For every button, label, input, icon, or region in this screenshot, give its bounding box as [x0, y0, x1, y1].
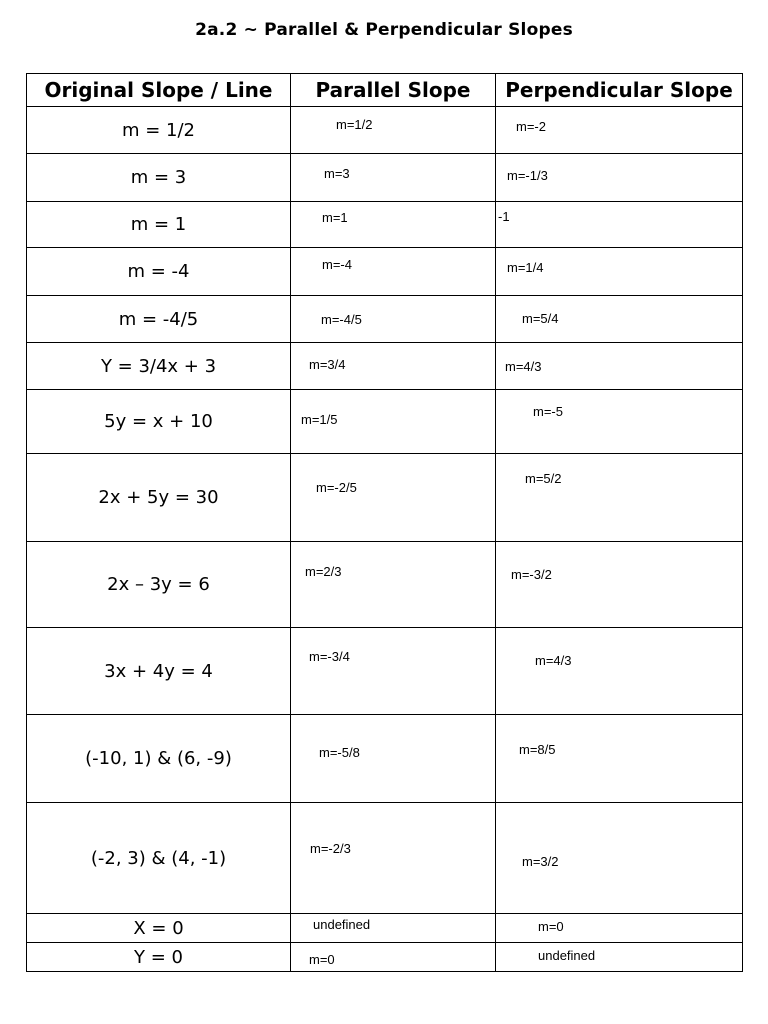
table-row — [27, 803, 743, 914]
perpendicular-answer-cell[interactable] — [496, 107, 743, 154]
perpendicular-answer-cell[interactable] — [496, 454, 743, 542]
perpendicular-answer: m=8/5 — [519, 742, 556, 757]
table-row — [27, 628, 743, 715]
perpendicular-answer: m=1/4 — [507, 260, 544, 275]
perpendicular-answer: m=0 — [538, 919, 564, 934]
original-cell: m = -4 — [27, 248, 291, 296]
original-cell: 3x + 4y = 4 — [27, 628, 291, 715]
original-cell: (-2, 3) & (4, -1) — [27, 803, 291, 914]
slopes-table — [26, 73, 743, 972]
perpendicular-answer-cell[interactable] — [496, 628, 743, 715]
perpendicular-answer-cell[interactable] — [496, 715, 743, 803]
parallel-answer-cell[interactable] — [291, 454, 496, 542]
parallel-answer: m=-3/4 — [309, 649, 350, 664]
table-row — [27, 343, 743, 390]
parallel-answer: m=0 — [309, 952, 335, 967]
table-row — [27, 296, 743, 343]
table-row — [27, 107, 743, 154]
perpendicular-answer: m=-3/2 — [511, 567, 552, 582]
parallel-answer-cell[interactable] — [291, 343, 496, 390]
original-cell: m = 1 — [27, 202, 291, 248]
parallel-answer-cell[interactable] — [291, 943, 496, 972]
parallel-answer-cell[interactable] — [291, 107, 496, 154]
table-header-row — [27, 74, 743, 107]
parallel-answer-cell[interactable] — [291, 715, 496, 803]
perpendicular-answer-cell[interactable] — [496, 390, 743, 454]
perpendicular-answer: m=4/3 — [505, 359, 542, 374]
parallel-answer: m=-2/5 — [316, 480, 357, 495]
perpendicular-answer: undefined — [538, 948, 596, 963]
table-row — [27, 202, 743, 248]
perpendicular-answer-cell[interactable] — [496, 343, 743, 390]
parallel-answer: m=1/5 — [301, 412, 338, 427]
perpendicular-answer: m=3/2 — [522, 854, 559, 869]
column-header-parallel: Parallel Slope — [291, 74, 496, 107]
parallel-answer: m=-4/5 — [321, 312, 362, 327]
perpendicular-answer: -1 — [498, 209, 510, 224]
parallel-answer: m=-4 — [322, 257, 352, 272]
parallel-answer-cell[interactable] — [291, 248, 496, 296]
perpendicular-answer: m=-2 — [516, 119, 546, 134]
parallel-answer: m=3/4 — [309, 357, 346, 372]
perpendicular-answer-cell[interactable] — [496, 248, 743, 296]
table-row — [27, 454, 743, 542]
original-cell: Y = 3/4x + 3 — [27, 343, 291, 390]
perpendicular-answer-cell[interactable] — [496, 542, 743, 628]
parallel-answer: m=1/2 — [336, 117, 373, 132]
table-row — [27, 943, 743, 972]
perpendicular-answer-cell[interactable] — [496, 296, 743, 343]
parallel-answer-cell[interactable] — [291, 390, 496, 454]
perpendicular-answer: m=4/3 — [535, 653, 572, 668]
parallel-answer: undefined — [313, 917, 371, 932]
original-cell: X = 0 — [27, 914, 291, 943]
original-cell: 2x – 3y = 6 — [27, 542, 291, 628]
table-row — [27, 542, 743, 628]
perpendicular-answer-cell[interactable] — [496, 803, 743, 914]
original-cell: m = 3 — [27, 154, 291, 202]
parallel-answer: m=-5/8 — [319, 745, 360, 760]
table-row — [27, 154, 743, 202]
parallel-answer-cell[interactable] — [291, 628, 496, 715]
parallel-answer: m=-2/3 — [310, 841, 351, 856]
perpendicular-answer: m=5/2 — [525, 471, 562, 486]
page-title: 2a.2 ~ Parallel & Perpendicular Slopes — [195, 20, 573, 40]
original-cell: (-10, 1) & (6, -9) — [27, 715, 291, 803]
column-header-perpendicular: Perpendicular Slope — [496, 74, 743, 107]
table-row — [27, 248, 743, 296]
column-header-original: Original Slope / Line — [27, 74, 291, 107]
parallel-answer-cell[interactable] — [291, 202, 496, 248]
perpendicular-answer-cell[interactable] — [496, 202, 743, 248]
perpendicular-answer-cell[interactable] — [496, 943, 743, 972]
parallel-answer: m=1 — [322, 210, 348, 225]
parallel-answer-cell[interactable] — [291, 803, 496, 914]
original-cell: 2x + 5y = 30 — [27, 454, 291, 542]
original-cell: 5y = x + 10 — [27, 390, 291, 454]
perpendicular-answer: m=-5 — [533, 404, 563, 419]
original-cell: Y = 0 — [27, 943, 291, 972]
parallel-answer: m=3 — [324, 166, 350, 181]
parallel-answer: m=2/3 — [305, 564, 342, 579]
table-row — [27, 715, 743, 803]
table-row — [27, 390, 743, 454]
original-cell: m = -4/5 — [27, 296, 291, 343]
parallel-answer-cell[interactable] — [291, 914, 496, 943]
parallel-answer-cell[interactable] — [291, 296, 496, 343]
perpendicular-answer-cell[interactable] — [496, 914, 743, 943]
parallel-answer-cell[interactable] — [291, 154, 496, 202]
table-row — [27, 914, 743, 943]
perpendicular-answer: m=-1/3 — [507, 168, 548, 183]
original-cell: m = 1/2 — [27, 107, 291, 154]
perpendicular-answer-cell[interactable] — [496, 154, 743, 202]
parallel-answer-cell[interactable] — [291, 542, 496, 628]
perpendicular-answer: m=5/4 — [522, 311, 559, 326]
